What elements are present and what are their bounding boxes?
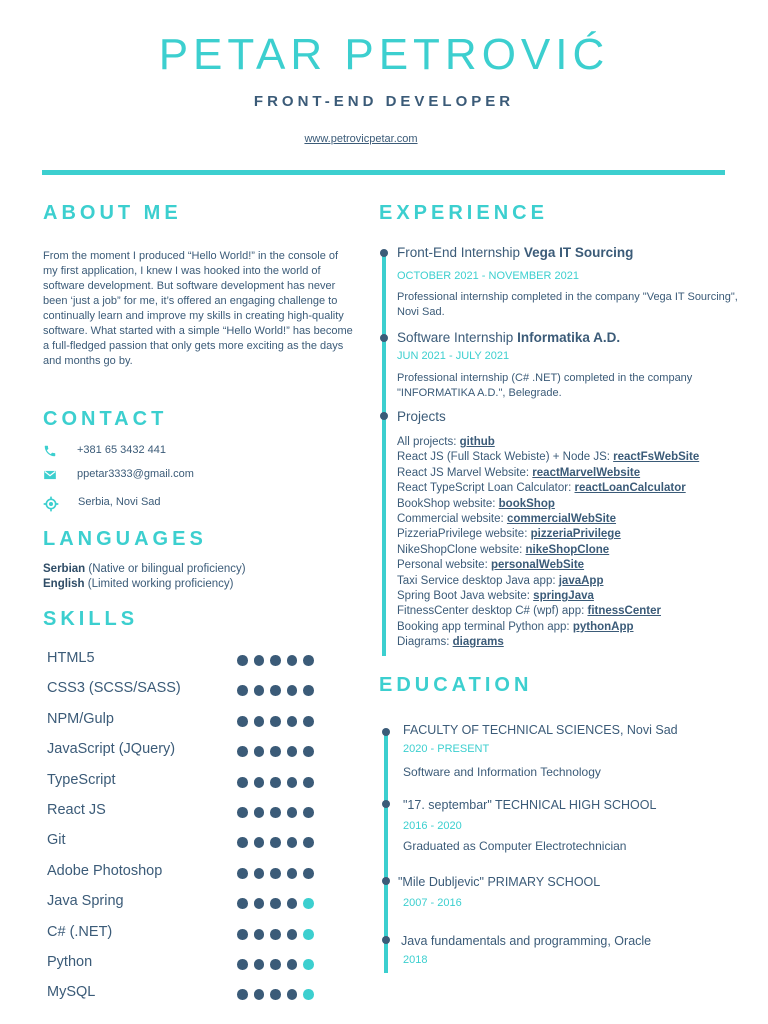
project-label: Booking app terminal Python app: bbox=[397, 621, 570, 633]
rating-dot-filled bbox=[254, 898, 265, 909]
rating-dot-filled bbox=[237, 685, 248, 696]
skill-name: MySQL bbox=[47, 984, 96, 1000]
timeline-node bbox=[382, 728, 390, 736]
project-label: React JS (Full Stack Webiste) + Node JS: bbox=[397, 451, 610, 463]
education-dates: 2016 - 2020 bbox=[403, 820, 462, 832]
rating-dot-filled bbox=[270, 807, 281, 818]
skill-rating bbox=[237, 685, 314, 696]
rating-dot-filled bbox=[270, 746, 281, 757]
skill-name: Java Spring bbox=[47, 893, 124, 909]
project-label: Diagrams: bbox=[397, 636, 450, 648]
rating-dot-filled bbox=[254, 746, 265, 757]
rating-dot-filled bbox=[287, 837, 298, 848]
job-title: FRONT-END DEVELOPER bbox=[253, 93, 515, 110]
project-item bbox=[397, 498, 555, 510]
project-label: Taxi Service desktop Java app: bbox=[397, 575, 556, 587]
rating-dot-filled bbox=[287, 777, 298, 788]
rating-dot-filled bbox=[303, 685, 314, 696]
experience-company: Informatika A.D. bbox=[517, 330, 621, 345]
rating-dot-filled bbox=[303, 868, 314, 879]
project-link[interactable]: commercialWebSite bbox=[506, 513, 617, 525]
project-item bbox=[397, 436, 495, 448]
skill-name: Git bbox=[47, 832, 66, 848]
education-dates: 2007 - 2016 bbox=[403, 897, 462, 909]
skills-heading: SKILLS bbox=[43, 608, 139, 630]
about-heading: ABOUT ME bbox=[43, 202, 182, 224]
rating-dot-filled bbox=[237, 777, 248, 788]
rating-dot-filled bbox=[254, 655, 265, 666]
rating-dot-filled bbox=[287, 807, 298, 818]
education-title: "Mile Dubljevic" PRIMARY SCHOOL bbox=[398, 875, 601, 889]
rating-dot-filled bbox=[237, 716, 248, 727]
experience-description: Professional internship (C# .NET) completed in the company "INFORMATIKA A.D.", Belegrade. bbox=[397, 372, 693, 399]
project-item bbox=[397, 482, 686, 494]
rating-dot-filled bbox=[254, 716, 265, 727]
rating-dot-filled bbox=[287, 898, 298, 909]
project-item bbox=[397, 513, 616, 525]
project-label: React TypeScript Loan Calculator: bbox=[397, 482, 572, 494]
phone-number: +381 65 3432 441 bbox=[77, 444, 167, 456]
skill-name: NPM/Gulp bbox=[47, 711, 114, 727]
skill-rating bbox=[237, 807, 314, 818]
timeline-node bbox=[380, 334, 388, 342]
contact-heading: CONTACT bbox=[43, 408, 168, 430]
rating-dot-filled bbox=[287, 929, 298, 940]
project-label: PizzeriaPrivilege website: bbox=[397, 528, 528, 540]
rating-dot-filled bbox=[237, 655, 248, 666]
rating-dot-empty bbox=[303, 929, 314, 940]
rating-dot-filled bbox=[254, 959, 265, 970]
rating-dot-filled bbox=[303, 837, 314, 848]
project-item bbox=[397, 621, 634, 633]
project-label: NikeShopClone website: bbox=[397, 544, 523, 556]
rating-dot-filled bbox=[287, 868, 298, 879]
rating-dot-filled bbox=[270, 989, 281, 1000]
language-item bbox=[43, 563, 246, 575]
rating-dot-filled bbox=[287, 655, 298, 666]
rating-dot-filled bbox=[287, 959, 298, 970]
language-level: (Native or bilingual proficiency) bbox=[88, 563, 246, 575]
project-label: BookShop website: bbox=[397, 498, 496, 510]
rating-dot-filled bbox=[303, 746, 314, 757]
experience-dates: OCTOBER 2021 - NOVEMBER 2021 bbox=[397, 270, 579, 282]
experience-title bbox=[397, 245, 633, 260]
languages-heading: LANGUAGES bbox=[43, 528, 207, 550]
language-item bbox=[43, 578, 233, 590]
project-link[interactable]: pizzeriaPrivilege bbox=[530, 528, 621, 540]
rating-dot-empty bbox=[303, 898, 314, 909]
rating-dot-filled bbox=[270, 777, 281, 788]
rating-dot-filled bbox=[237, 929, 248, 940]
skill-rating bbox=[237, 777, 314, 788]
skill-rating bbox=[237, 868, 314, 879]
rating-dot-filled bbox=[303, 807, 314, 818]
rating-dot-filled bbox=[303, 655, 314, 666]
rating-dot-filled bbox=[254, 777, 265, 788]
rating-dot-filled bbox=[270, 959, 281, 970]
project-item bbox=[397, 559, 584, 571]
rating-dot-filled bbox=[270, 898, 281, 909]
skill-name: HTML5 bbox=[47, 650, 95, 666]
skill-rating bbox=[237, 959, 314, 970]
project-item bbox=[397, 544, 609, 556]
language-name: Serbian bbox=[43, 563, 86, 575]
rating-dot-filled bbox=[237, 837, 248, 848]
rating-dot-filled bbox=[237, 989, 248, 1000]
project-label: Commercial website: bbox=[397, 513, 504, 525]
project-link[interactable]: springJava bbox=[533, 590, 594, 602]
experience-timeline bbox=[382, 252, 386, 656]
location-target-icon bbox=[43, 496, 59, 510]
project-link[interactable]: reactLoanCalculator bbox=[574, 482, 686, 494]
project-label: Personal website: bbox=[397, 559, 488, 571]
rating-dot-filled bbox=[254, 807, 265, 818]
project-label: All projects: bbox=[397, 436, 457, 448]
language-level: (Limited working proficiency) bbox=[87, 578, 234, 590]
experience-role: Software Internship bbox=[397, 330, 514, 345]
website-link[interactable]: www.petrovicpetar.com bbox=[304, 133, 418, 145]
rating-dot-filled bbox=[254, 868, 265, 879]
project-link[interactable]: diagrams bbox=[452, 636, 504, 648]
skill-rating bbox=[237, 716, 314, 727]
rating-dot-filled bbox=[270, 716, 281, 727]
education-heading: EDUCATION bbox=[379, 674, 533, 696]
timeline-node bbox=[380, 412, 388, 420]
project-link[interactable]: javaApp bbox=[558, 575, 604, 587]
skill-name: Adobe Photoshop bbox=[47, 863, 163, 879]
about-text: From the moment I produced “Hello World!” in the console of my first application, I knew I was hooked into the world of software development. But software development has never been ‘just a job” for me, it’s offered an engaging challenge to continually learn and improve my skills in creating high-quality software. What started with a simple “Hello World!” has become a full-fledged passion that only gets more exciting as the days and months go by. bbox=[43, 250, 353, 367]
education-title: Java fundamentals and programming, Oracle bbox=[401, 934, 652, 948]
rating-dot-filled bbox=[270, 685, 281, 696]
project-link[interactable]: nikeShopClone bbox=[525, 544, 610, 556]
skill-name: CSS3 (SCSS/SASS) bbox=[47, 680, 181, 696]
language-name: English bbox=[43, 578, 85, 590]
rating-dot-empty bbox=[303, 989, 314, 1000]
skill-rating bbox=[237, 989, 314, 1000]
location-text: Serbia, Novi Sad bbox=[78, 496, 161, 508]
skill-name: TypeScript bbox=[47, 772, 116, 788]
rating-dot-filled bbox=[254, 929, 265, 940]
education-title: "17. septembar" TECHNICAL HIGH SCHOOL bbox=[403, 798, 657, 812]
experience-heading: EXPERIENCE bbox=[379, 202, 548, 224]
rating-dot-filled bbox=[287, 746, 298, 757]
project-label: Spring Boot Java website: bbox=[397, 590, 530, 602]
experience-company: Vega IT Sourcing bbox=[523, 245, 634, 260]
envelope-icon bbox=[43, 468, 59, 482]
rating-dot-filled bbox=[287, 685, 298, 696]
phone-icon bbox=[43, 444, 59, 458]
rating-dot-filled bbox=[303, 716, 314, 727]
email-address: ppetar3333@gmail.com bbox=[77, 468, 194, 480]
rating-dot-filled bbox=[303, 777, 314, 788]
experience-title bbox=[397, 330, 620, 345]
skill-rating bbox=[237, 898, 314, 909]
education-description: Software and Information Technology bbox=[403, 765, 601, 779]
skill-name: Python bbox=[47, 954, 93, 970]
experience-dates: JUN 2021 - JULY 2021 bbox=[397, 350, 510, 362]
project-label: FitnessCenter desktop C# (wpf) app: bbox=[397, 605, 585, 617]
rating-dot-filled bbox=[270, 655, 281, 666]
rating-dot-filled bbox=[270, 837, 281, 848]
project-link[interactable]: personalWebSite bbox=[490, 559, 585, 571]
skill-name: React JS bbox=[47, 802, 106, 818]
timeline-node bbox=[382, 877, 390, 885]
rating-dot-filled bbox=[287, 989, 298, 1000]
rating-dot-filled bbox=[237, 898, 248, 909]
skill-rating bbox=[237, 929, 314, 940]
project-item bbox=[397, 590, 594, 602]
rating-dot-filled bbox=[270, 868, 281, 879]
project-link[interactable]: reactFsWebSite bbox=[613, 451, 700, 463]
rating-dot-filled bbox=[237, 746, 248, 757]
skill-rating bbox=[237, 746, 314, 757]
project-item bbox=[397, 636, 504, 648]
header-divider bbox=[42, 170, 725, 175]
timeline-node bbox=[382, 800, 390, 808]
project-link[interactable]: bookShop bbox=[498, 498, 555, 510]
education-dates: 2018 bbox=[403, 954, 428, 966]
rating-dot-filled bbox=[254, 685, 265, 696]
skill-rating bbox=[237, 837, 314, 848]
education-dates: 2020 - PRESENT bbox=[403, 743, 490, 755]
rating-dot-filled bbox=[237, 807, 248, 818]
project-link[interactable]: pythonApp bbox=[572, 621, 634, 633]
rating-dot-filled bbox=[270, 929, 281, 940]
project-item bbox=[397, 451, 699, 463]
project-item bbox=[397, 528, 621, 540]
project-item bbox=[397, 605, 661, 617]
skill-name: JavaScript (JQuery) bbox=[47, 741, 176, 757]
projects-title: Projects bbox=[397, 409, 446, 424]
project-label: React JS Marvel Website: bbox=[397, 467, 530, 479]
project-link[interactable]: fitnessCenter bbox=[587, 605, 661, 617]
rating-dot-empty bbox=[303, 959, 314, 970]
project-link[interactable]: github bbox=[459, 436, 495, 448]
experience-description: Professional internship completed in the company "Vega IT Sourcing", Novi Sad. bbox=[397, 291, 738, 318]
experience-role: Front-End Internship bbox=[397, 245, 521, 260]
resume-name: PETAR PETROVIĆ bbox=[158, 30, 610, 79]
timeline-node bbox=[380, 249, 388, 257]
project-item bbox=[397, 575, 603, 587]
project-link[interactable]: reactMarvelWebsite bbox=[532, 467, 641, 479]
rating-dot-filled bbox=[254, 989, 265, 1000]
skill-name: C# (.NET) bbox=[47, 924, 113, 940]
skill-rating bbox=[237, 655, 314, 666]
education-title: FACULTY OF TECHNICAL SCIENCES, Novi Sad bbox=[403, 723, 678, 737]
rating-dot-filled bbox=[237, 868, 248, 879]
rating-dot-filled bbox=[237, 959, 248, 970]
project-item bbox=[397, 467, 640, 479]
timeline-node bbox=[382, 936, 390, 944]
rating-dot-filled bbox=[254, 837, 265, 848]
rating-dot-filled bbox=[287, 716, 298, 727]
education-description: Graduated as Computer Electrotechnician bbox=[403, 839, 627, 853]
